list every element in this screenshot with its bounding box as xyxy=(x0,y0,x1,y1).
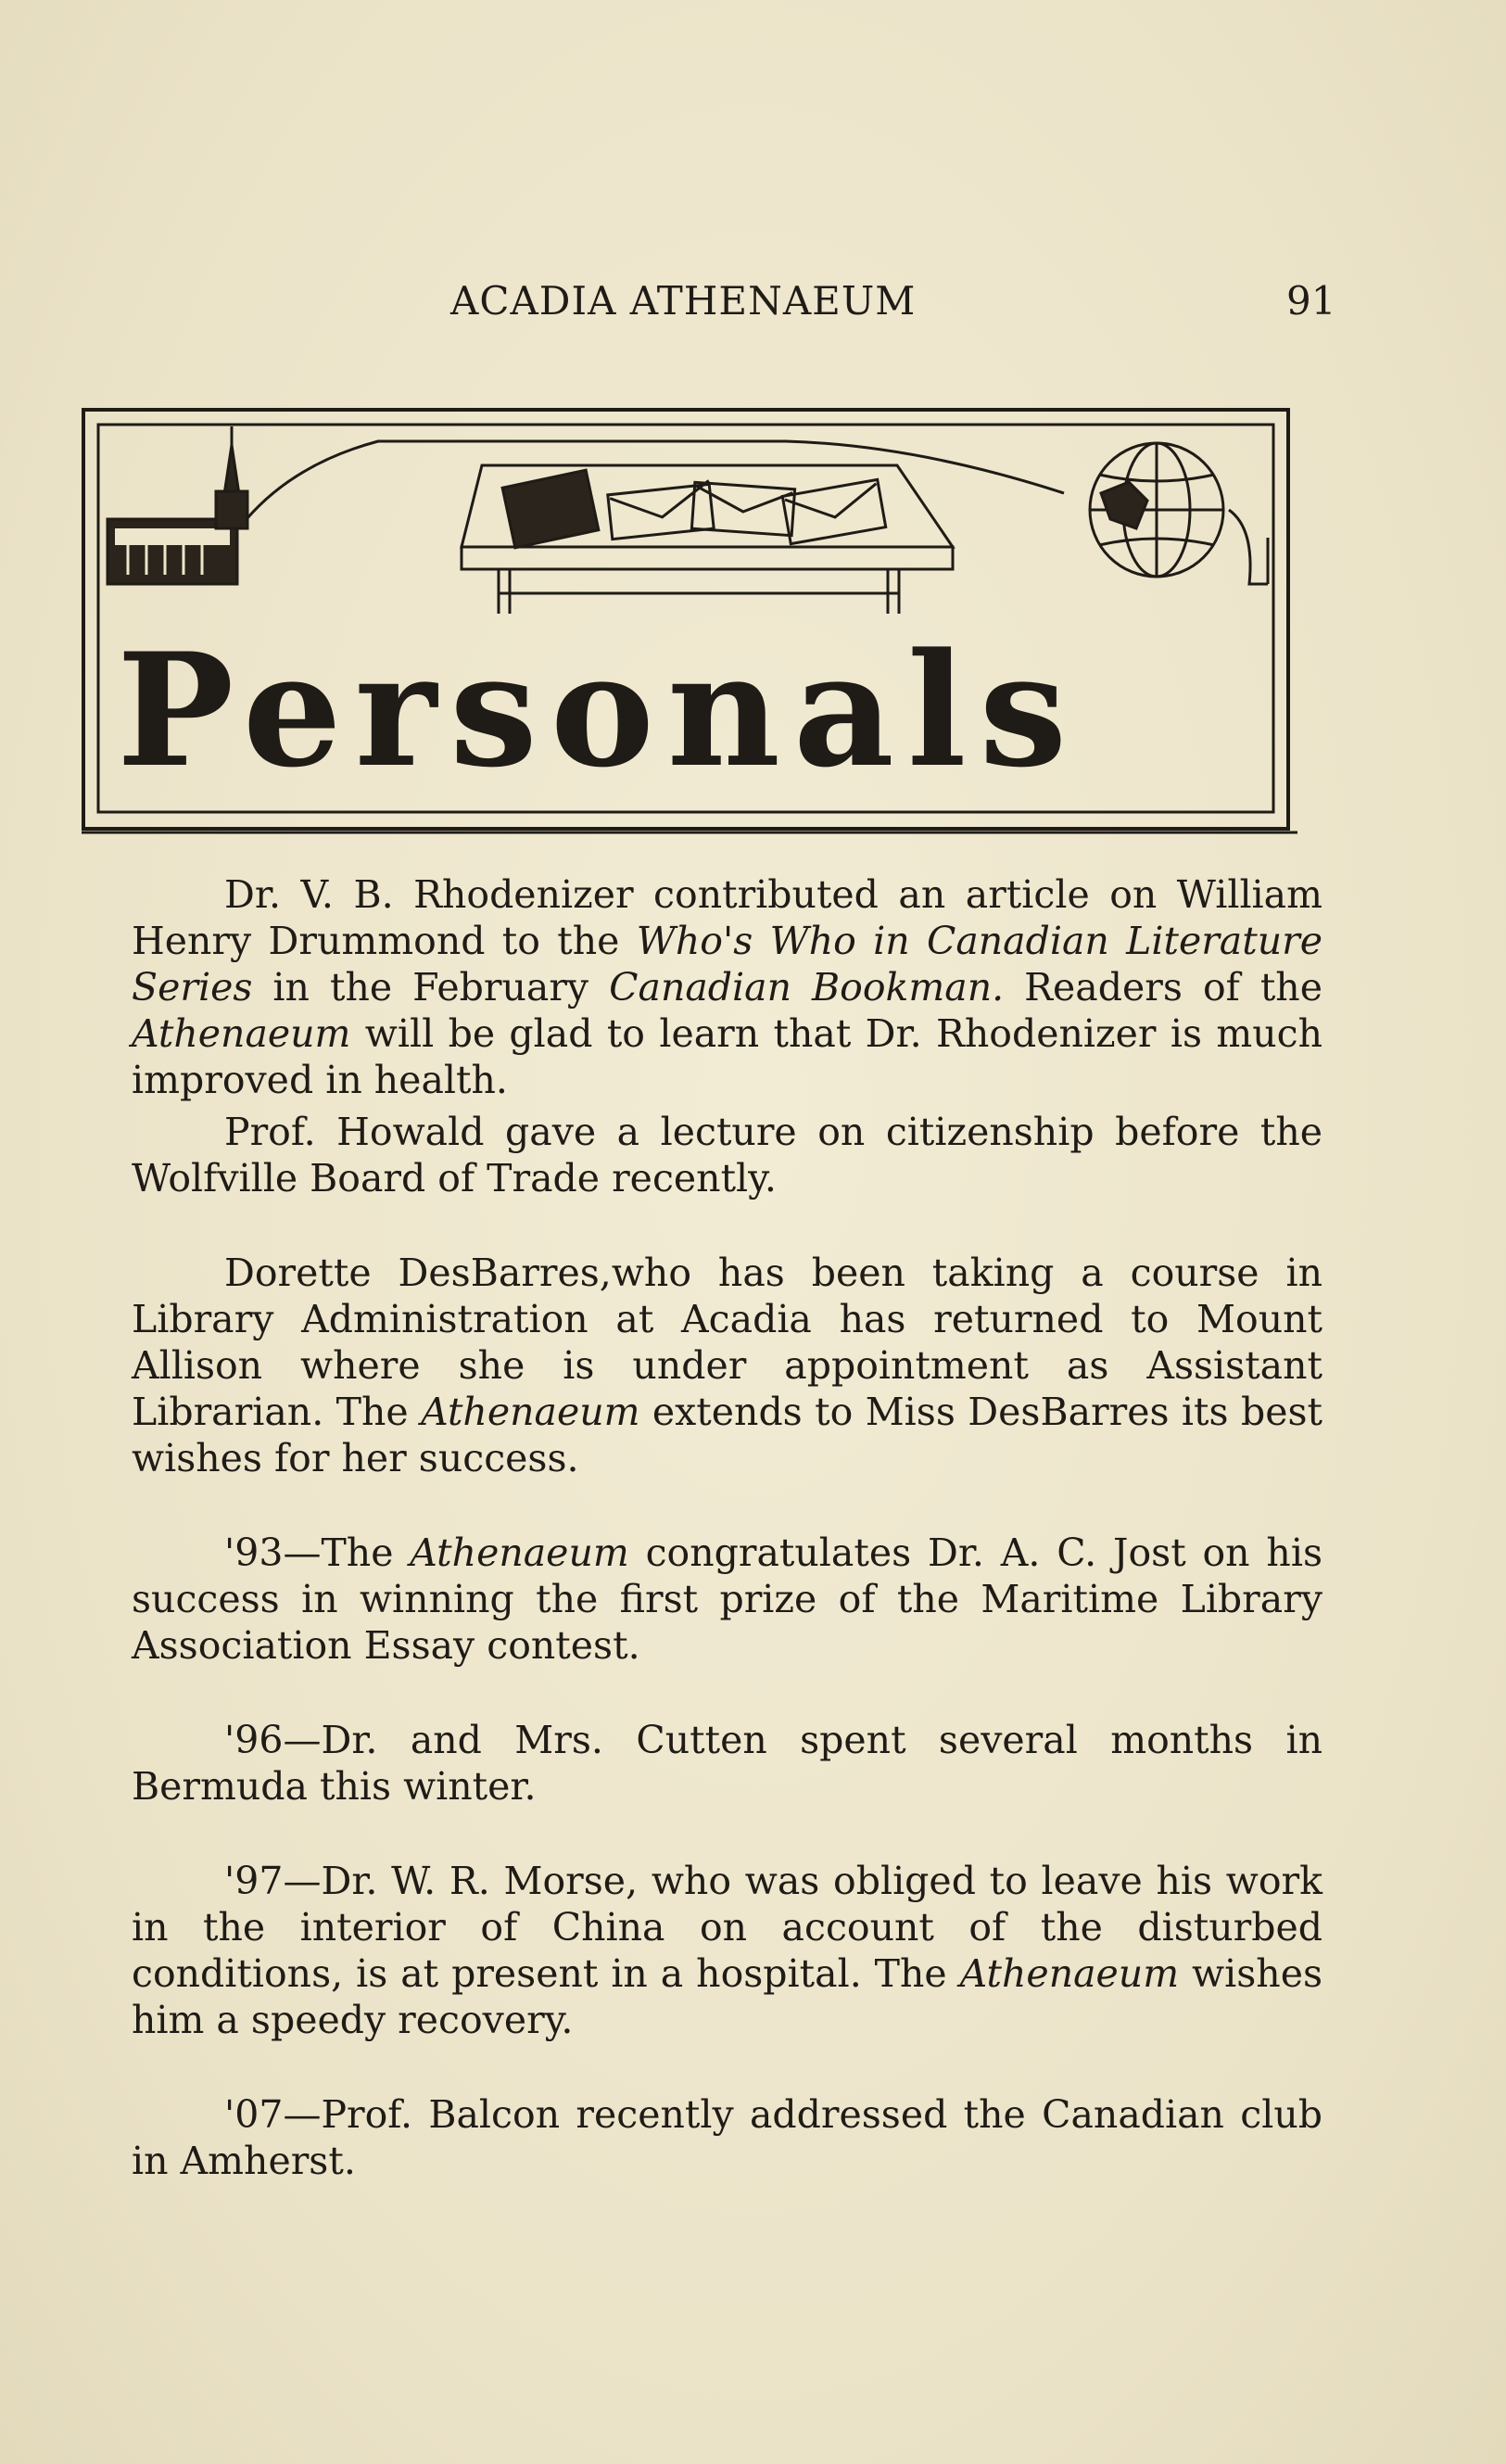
globe-icon xyxy=(1090,443,1268,584)
paragraph-cutten: '96—Dr. and Mrs. Cutten spent several months in Bermuda this winter. xyxy=(132,1718,1322,1809)
paragraph-jost: '93—The Athenaeum congratulates Dr. A. C. Jost on his success in winning the first prize of the Maritime Library Association Essay contest. xyxy=(132,1530,1322,1668)
paragraph-howald: Prof. Howald gave a lecture on citizenship before the Wolfville Board of Trade recently. xyxy=(132,1110,1322,1200)
paragraph-morse: '97—Dr. W. R. Morse, who was obliged to leave his work in the interior of China on account of the disturbed conditions, is at present in a hospital. The Athenaeum wishes him a speedy recovery. xyxy=(132,1859,1322,2042)
paragraph-rhodenizer: Dr. V. B. Rhodenizer contributed an article on William Henry Drummond to the Who's Who in Canadian Literature Series in the February Canadian Bookman. Readers of the Athenaeum will be glad to learn that Dr. Rhodenizer is much improved in health. xyxy=(132,872,1322,1102)
letter-desk-icon xyxy=(462,465,953,614)
page-number: 91 xyxy=(1286,278,1336,324)
journal-title: ACADIA ATHENAEUM xyxy=(450,278,917,324)
banner-illustration xyxy=(82,408,1297,836)
paragraph-desbarres: Dorette DesBarres,who has been taking a course in Library Administration at Acadia has returned to Mount Allison where she is under appointment as Assistant Librarian. The Athenaeum extends to Miss DesBarres its best wishes for her success. xyxy=(132,1251,1322,1480)
article-body xyxy=(132,871,1322,2184)
personals-banner xyxy=(82,408,1297,836)
running-head xyxy=(0,278,1506,334)
paragraph-balcon: '07—Prof. Balcon recently addressed the Canadian club in Amherst. xyxy=(132,2092,1322,2183)
section-heading: Personals xyxy=(117,618,1081,802)
